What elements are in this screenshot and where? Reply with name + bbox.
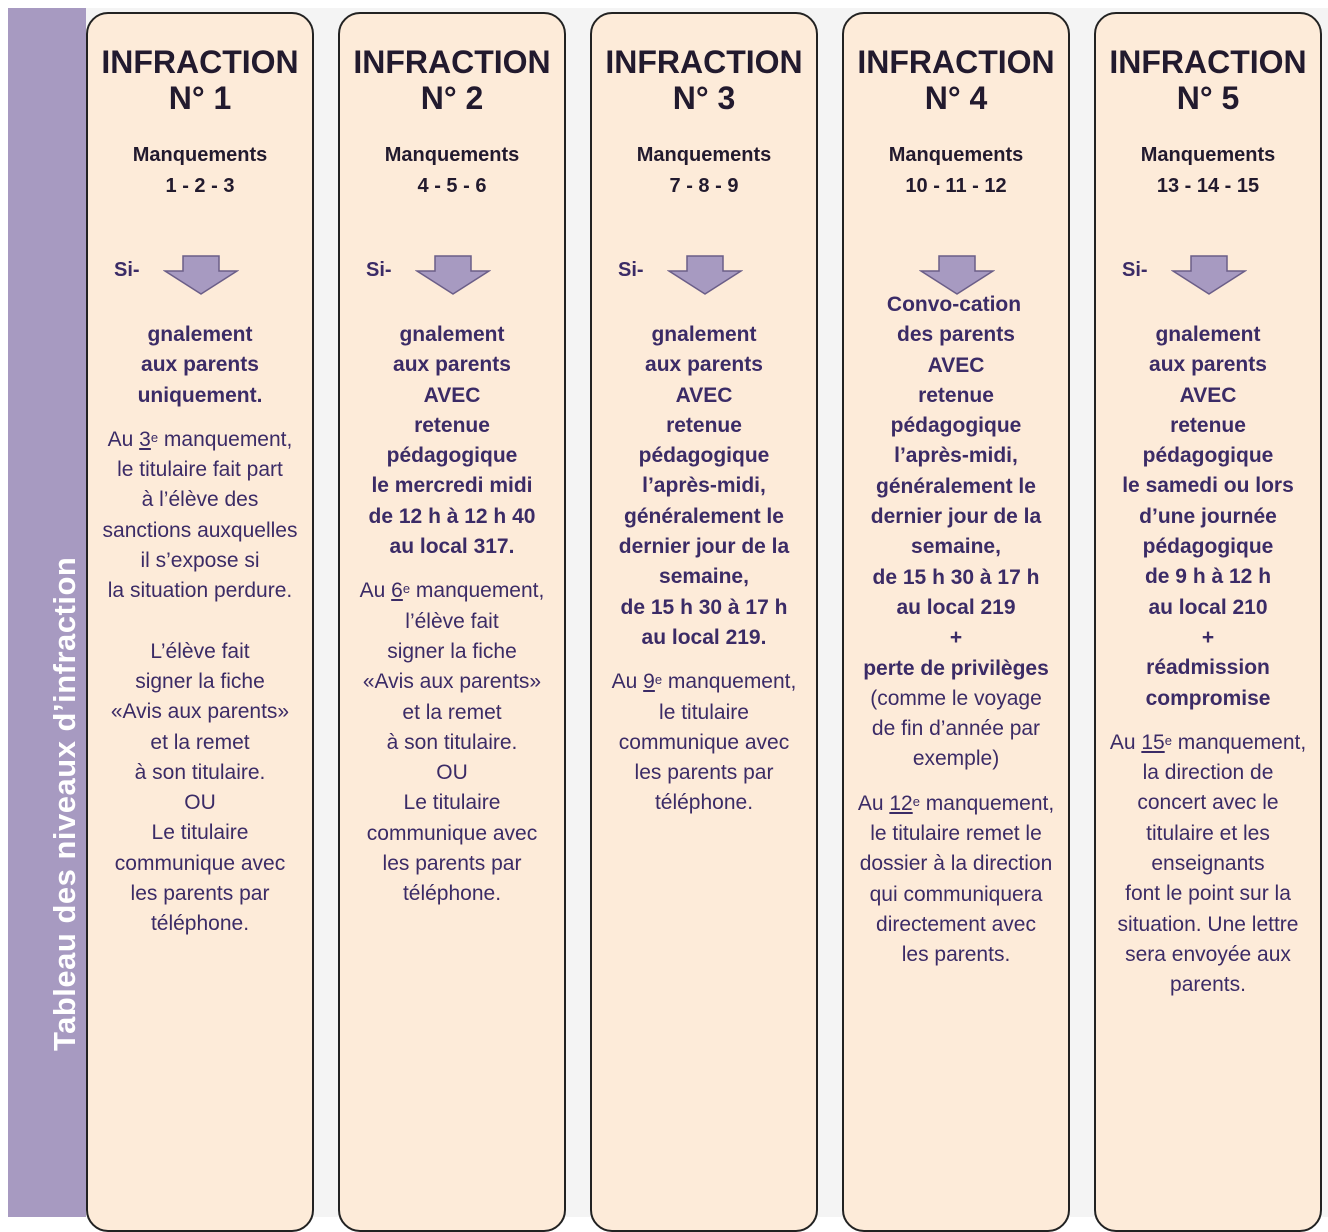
convocation-right: cation [959,293,1022,316]
sanction-line: retenue [918,383,994,407]
sanction-line: compromise [1145,686,1271,710]
sanction-body [846,290,1066,971]
threshold-note: Au 12e manquement, [857,791,1055,815]
down-arrow-icon [163,255,239,295]
infraction-number: N° 4 [924,80,988,116]
example-line: exemple) [912,747,1000,771]
sanction-line: retenue [666,413,742,437]
sanction-line: AVEC [423,383,481,407]
sanction-line: réadmission [1146,656,1270,680]
sanction-line: généralement le [624,504,784,528]
sanction-line: pédagogique [1142,535,1274,559]
procedure-line: sanctions auxquelles [102,518,298,542]
procedure-line: à son titulaire. [134,760,266,784]
procedure-line: qui communiquera [869,882,1043,906]
manquements-range: 1 - 2 - 3 [165,175,235,197]
infraction-label: INFRACTION [101,44,299,80]
manquements-label: Manquements [636,144,772,166]
si-prefix: Si- [618,259,644,281]
threshold-number: 6 [391,579,403,603]
down-arrow-icon [1171,255,1247,295]
procedure-line: font le point sur la [1125,882,1291,906]
threshold-number: 12 [889,791,913,815]
procedure-line: téléphone. [150,912,250,936]
sanction-line: gnalement [147,323,253,346]
procedure-line: «Avis aux parents» [110,700,290,724]
infraction-title [844,44,1068,116]
infraction-title [88,44,312,116]
sanction-line: au local 219 [896,595,1016,619]
sanction-line: au local 219. [641,625,767,649]
sanction-line: aux parents [141,353,259,377]
procedure-line: et la remet [150,730,250,754]
sanction-line: gnalement [651,323,757,346]
sanction-line: de 15 h 30 à 17 h [872,565,1040,589]
procedure-line: signer la fiche [135,669,265,693]
sanction-line: pédagogique [890,414,1022,438]
procedure-line: le titulaire remet le [870,822,1042,846]
sanction-line: pédagogique [1142,444,1274,468]
procedure-line: parents. [1170,973,1246,997]
manquements-header [340,140,564,202]
sanction-line: de 9 h à 12 h [1144,565,1272,589]
sanction-line: + [1201,625,1215,649]
sanction-line: AVEC [927,353,985,377]
infraction-number: N° 1 [168,80,232,116]
sanction-line: d’une journée [1139,504,1277,528]
down-arrow-icon [919,255,995,295]
sanction-line: aux parents [645,353,763,377]
sanction-line: des parents [897,323,1015,347]
manquements-label: Manquements [132,144,268,166]
manquements-header [844,140,1068,202]
procedure-line: il s’expose si [140,549,260,573]
sanction-line: dernier jour de la [618,535,790,559]
procedure-line: à son titulaire. [386,730,518,754]
procedure-line: titulaire et les [1146,821,1270,845]
sanction-line: au local 210 [1148,595,1268,619]
sidebar-title: Tableau des niveaux d’infraction [47,556,82,1051]
infraction-number: N° 3 [672,80,736,116]
sanction-line: l’après-midi, [642,474,766,498]
threshold-note: Au 6e manquement, [359,579,545,603]
procedure-line: téléphone. [654,791,754,815]
procedure-line: enseignants [1151,852,1265,876]
infraction-title [340,44,564,116]
infraction-title [592,44,816,116]
procedure-line: Le titulaire [403,791,501,815]
procedure-line: à l’élève des [141,488,259,512]
sanction-line: de 15 h 30 à 17 h [620,595,788,619]
manquements-label: Manquements [888,144,1024,166]
procedure-line: dossier à la direction [859,852,1053,876]
sanction-line: gnalement [399,323,505,346]
sanction-line: semaine, [911,535,1001,559]
procedure-line: l’élève fait [405,609,499,633]
sanction-line: généralement le [876,474,1036,498]
procedure-line: la direction de [1142,761,1274,785]
procedure-line: téléphone. [402,882,502,906]
down-arrow-icon [667,255,743,295]
sanction-line: le mercredi midi [371,474,533,498]
infraction-title [1096,44,1320,116]
sanction-body [90,320,310,940]
sanction-line: de 12 h à 12 h 40 [368,504,536,528]
sanction-body [594,320,814,819]
sanction-line: AVEC [675,383,733,407]
manquements-range: 4 - 5 - 6 [417,175,487,197]
sanction-line: + [949,626,963,650]
infraction-number: N° 2 [420,80,484,116]
manquements-header [592,140,816,202]
convocation-left: Convo- [886,293,960,316]
threshold-number: 9 [643,670,655,694]
procedure-line: les parents par [382,852,522,876]
procedure-line: les parents par [634,761,774,785]
procedure-line: communique avec [366,821,538,845]
threshold-number: 15 [1141,730,1165,754]
procedure-line: signer la fiche [387,639,517,663]
infraction-number: N° 5 [1176,80,1240,116]
sanction-line: dernier jour de la [870,505,1042,529]
procedure-line: communique avec [618,730,790,754]
sanction-line: au local 317. [389,535,515,559]
procedure-line: situation. Une lettre [1117,912,1299,936]
si-prefix: Si- [1122,259,1148,281]
convocation-line [846,290,1066,320]
infraction-column-1 [86,12,314,1232]
manquements-header [1096,140,1320,202]
procedure-line: les parents. [901,943,1011,967]
procedure-line: sera envoyée aux [1125,942,1291,966]
down-arrow-icon [415,255,491,295]
example-line: de fin d’année par [871,717,1041,741]
sanction-line: semaine, [659,565,749,589]
sanction-line: l’après-midi, [894,444,1018,468]
manquements-label: Manquements [1140,144,1276,166]
sanction-line: pédagogique [386,444,518,468]
infraction-column-4 [842,12,1070,1232]
sanction-line: retenue [414,413,490,437]
sanction-line: retenue [1170,413,1246,437]
sanction-line: perte de privilèges [863,656,1049,680]
procedure-line: OU [436,761,468,785]
procedure-line: «Avis aux parents» [362,670,542,694]
threshold-note: Au 3e manquement, [107,427,293,451]
manquements-range: 10 - 11 - 12 [905,175,1007,197]
threshold-note: Au 15e manquement, [1109,730,1307,754]
infraction-column-5 [1094,12,1322,1232]
threshold-note: Au 9e manquement, [611,670,797,694]
infraction-label: INFRACTION [353,44,551,80]
procedure-line: L’élève fait [150,639,250,663]
sanction-line: aux parents [393,353,511,377]
example-line: (comme le voyage [870,686,1042,710]
sanction-line: aux parents [1149,353,1267,377]
infraction-column-3 [590,12,818,1232]
procedure-line: les parents par [130,882,270,906]
infraction-label: INFRACTION [605,44,803,80]
infraction-label: INFRACTION [1109,44,1307,80]
procedure-line: Le titulaire [151,821,249,845]
procedure-line: le titulaire fait part [117,458,283,482]
procedure-line: concert avec le [1137,791,1279,815]
procedure-line: communique avec [114,851,286,875]
manquements-range: 13 - 14 - 15 [1156,175,1260,197]
procedure-line: directement avec [876,912,1036,936]
sanction-line: gnalement [1155,323,1261,346]
manquements-range: 7 - 8 - 9 [669,175,739,197]
procedure-line: et la remet [402,700,502,724]
threshold-number: 3 [139,427,151,451]
sanction-line: AVEC [1179,383,1237,407]
sanction-line: pédagogique [638,444,770,468]
sanction-body [1098,320,1318,1001]
manquements-header [88,140,312,202]
si-prefix: Si- [114,259,140,281]
si-prefix: Si- [366,259,392,281]
sanction-body [342,320,562,910]
sanction-line: le samedi ou lors [1122,474,1294,498]
infraction-column-2 [338,12,566,1232]
manquements-label: Manquements [384,144,520,166]
procedure-line: le titulaire [659,700,749,724]
infraction-label: INFRACTION [857,44,1055,80]
procedure-line: la situation perdure. [107,579,293,603]
procedure-line: OU [184,791,216,815]
sanction-line: uniquement. [137,383,263,407]
